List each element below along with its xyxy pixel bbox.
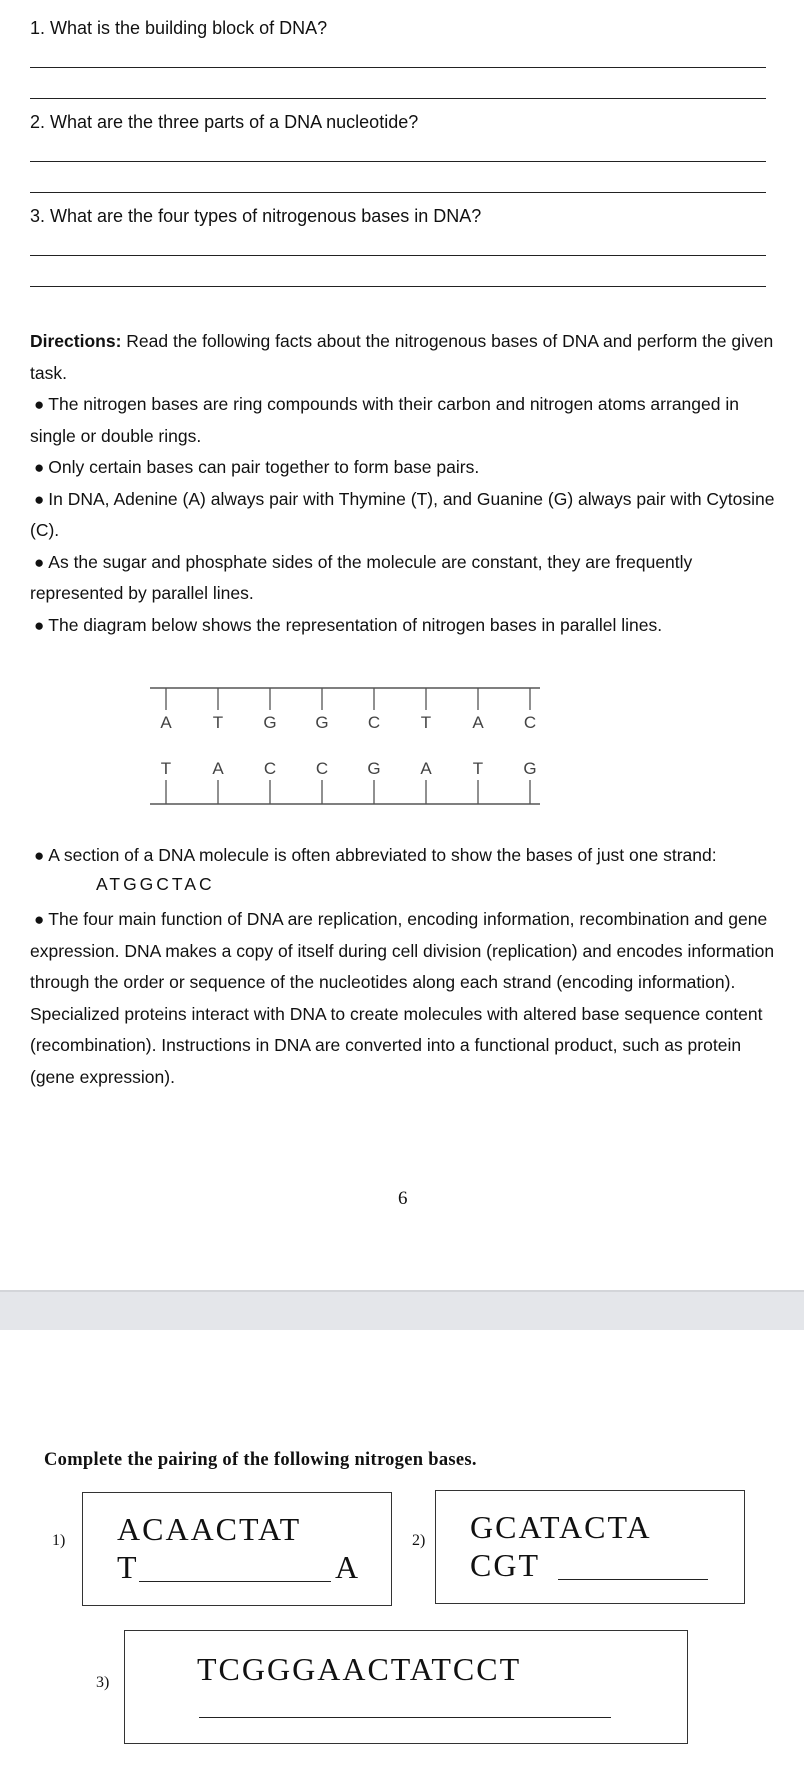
fact-bullet: ● In DNA, Adenine (A) always pair with Thymine (T), and Guanine (G) always pair with Cytosine (C).: [30, 488, 775, 540]
bullet-icon: ●: [34, 615, 45, 635]
directions-text: Read the following facts about the nitrogenous bases of DNA and perform the given task.: [30, 331, 774, 383]
bottom-base-label: T: [160, 759, 172, 778]
bottom-base-label: C: [263, 759, 277, 778]
top-base-label: A: [160, 713, 172, 732]
dna-base-pair-diagram: [140, 680, 550, 810]
bullet-icon: ●: [34, 458, 45, 477]
pairing-box-2: [435, 1490, 745, 1604]
bullet-abbrev: ● A section of a DNA molecule is often abbreviated to show the bases of just one strand:: [34, 845, 717, 865]
sequence-example: ATGGCTAC: [96, 874, 215, 894]
strand-start: CGT: [470, 1547, 540, 1583]
bullet-icon: ●: [34, 395, 45, 414]
question-1: 1. What is the building block of DNA?: [30, 18, 328, 38]
question-2: 2. What are the three parts of a DNA nucleotide?: [30, 112, 419, 132]
bottom-base-label: A: [212, 759, 224, 778]
bottom-base-label: T: [472, 759, 484, 778]
top-base-label: G: [263, 713, 277, 732]
answer-line[interactable]: [30, 67, 766, 68]
answer-line[interactable]: [30, 161, 766, 162]
answer-line[interactable]: [30, 192, 766, 193]
item-number: 1): [52, 1532, 66, 1549]
fact-bullet: ● As the sugar and phosphate sides of the molecule are constant, they are frequently represented by parallel lines.: [30, 551, 693, 603]
base-pair-marks: [160, 688, 536, 804]
strand-start: T: [117, 1549, 139, 1585]
page-number: 6: [398, 1188, 408, 1209]
exercise-heading: Complete the pairing of the following nitrogen bases.: [44, 1450, 477, 1470]
answer-line[interactable]: [30, 98, 766, 99]
strand-end: A: [335, 1549, 361, 1585]
top-base-label: C: [367, 713, 381, 732]
question-3: 3. What are the four types of nitrogenous bases in DNA?: [30, 206, 482, 226]
top-base-label: T: [212, 713, 224, 732]
bullet-icon: ●: [34, 489, 45, 509]
top-base-label: A: [472, 713, 484, 732]
given-strand: ACAACTAT: [117, 1511, 302, 1547]
fact-bullet: ● The diagram below shows the representation of nitrogen bases in parallel lines.: [34, 614, 663, 635]
fact-bullet: ● Only certain bases can pair together to form base pairs.: [34, 457, 480, 477]
bottom-base-label: C: [315, 759, 329, 778]
answer-blank[interactable]: [139, 1555, 331, 1582]
bullet-icon: ●: [34, 910, 45, 929]
bullet-functions: ● The four main function of DNA are replication, encoding information, recombination and gene expression. DNA makes a copy of itself during cell division (replication) and encodes information through the order or sequence of the nucleotides along each strand (encoding information). Specialized proteins interact with DNA to create molecules with altered base sequence content (recombination). Instructions in DNA are converted into a functional product, such as protein (gene expression).: [30, 909, 775, 1087]
answer-line[interactable]: [30, 286, 766, 287]
pairing-box-3: [124, 1630, 688, 1744]
directions-label: Directions:: [30, 331, 122, 351]
directions-paragraph: [30, 326, 778, 389]
bottom-base-label: G: [523, 759, 537, 778]
fact-bullet: ● The nitrogen bases are ring compounds with their carbon and nitrogen atoms arranged in single or double rings.: [30, 394, 739, 446]
top-base-label: T: [420, 713, 432, 732]
bullet-icon: ●: [34, 846, 45, 865]
bottom-base-label: G: [367, 759, 381, 778]
pairing-box-1: [82, 1492, 392, 1606]
answer-blank[interactable]: [558, 1553, 708, 1580]
answer-line[interactable]: [30, 255, 766, 256]
page-divider: [0, 1290, 804, 1330]
given-strand: GCATACTA: [470, 1509, 652, 1545]
top-base-label: G: [315, 713, 329, 732]
item-number: 2): [412, 1532, 426, 1549]
answer-blank[interactable]: [199, 1691, 611, 1718]
given-strand: TCGGGAACTATCCT: [197, 1651, 522, 1687]
directions-block: [30, 326, 778, 641]
top-base-label: C: [523, 713, 537, 732]
bottom-base-label: A: [420, 759, 432, 778]
item-number: 3): [96, 1674, 110, 1691]
bullet-icon: ●: [34, 552, 45, 572]
